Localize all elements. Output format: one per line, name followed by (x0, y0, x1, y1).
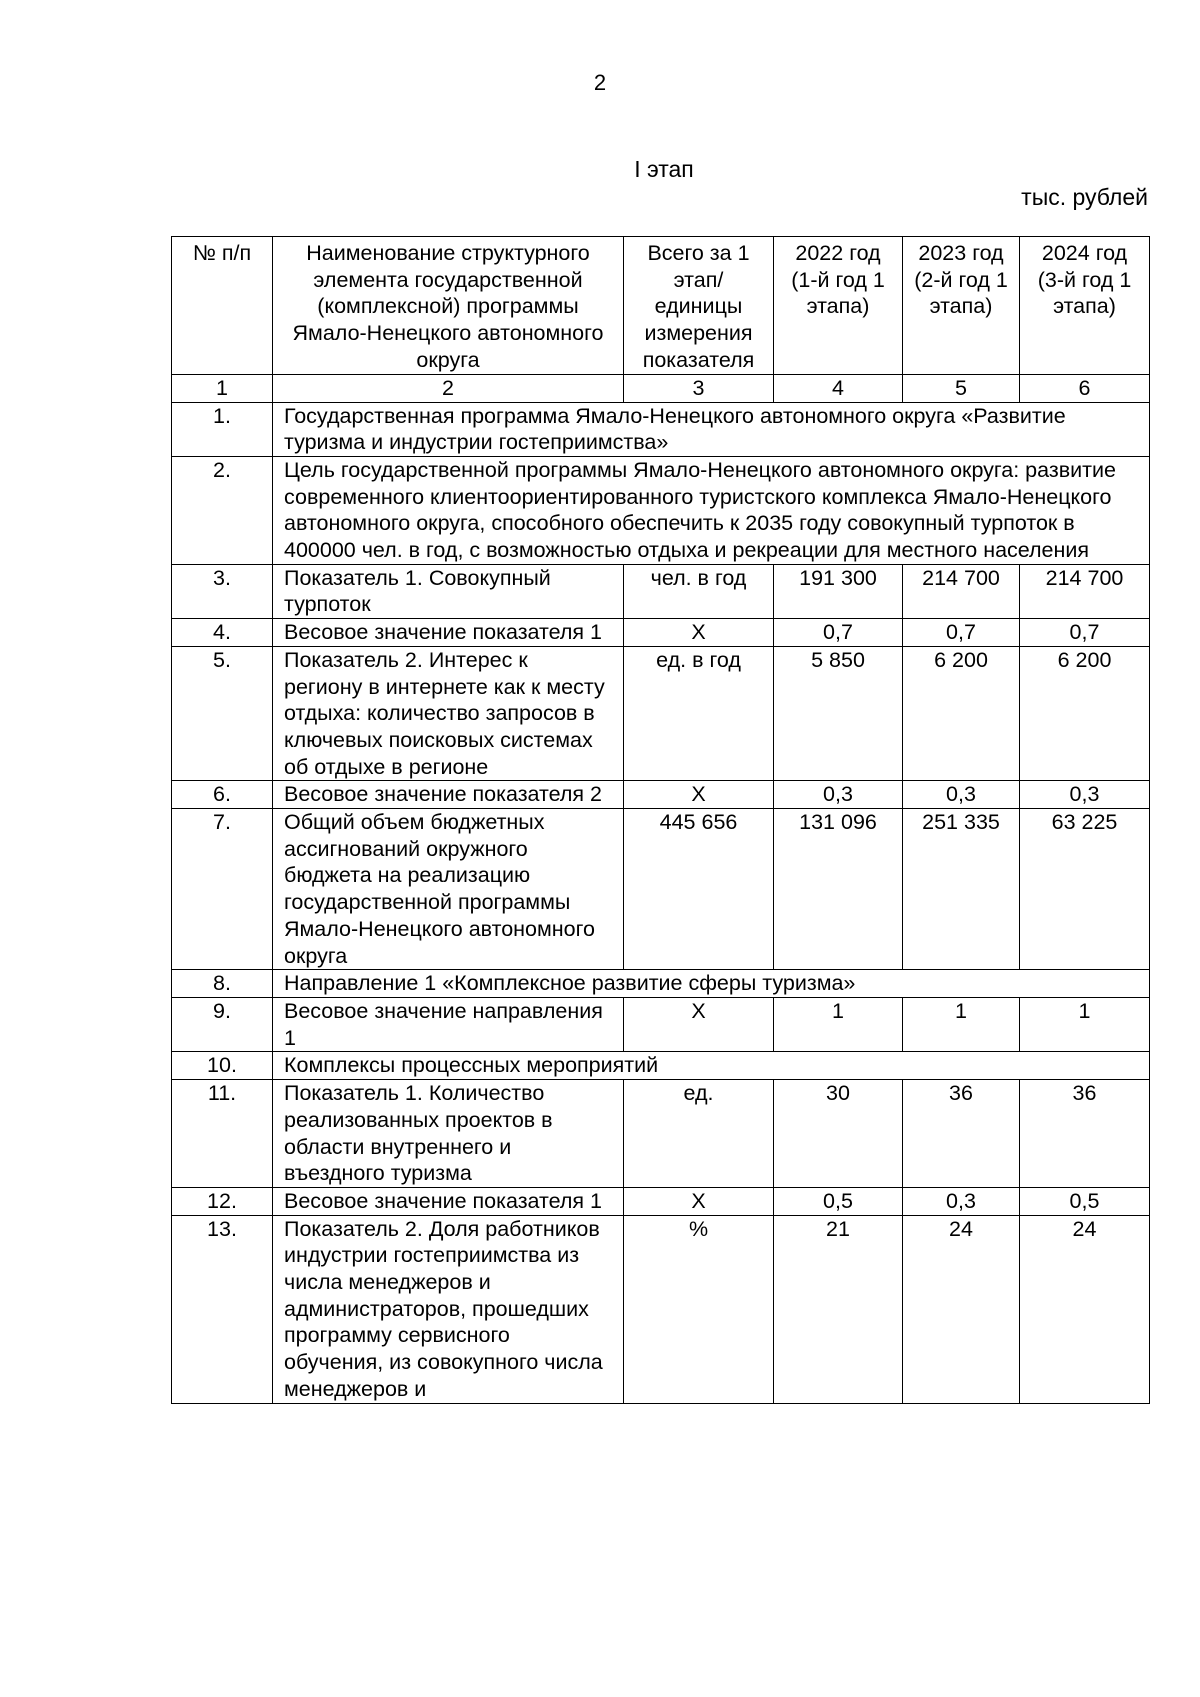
header-cell: Наименование структурного элемента государственной (комплексной) программы Ямало-Ненецкого автономного округа (273, 237, 624, 375)
column-number-cell: 5 (903, 374, 1020, 402)
header-cell: 2022 год (1-й год 1 этапа) (774, 237, 903, 375)
row-2022: 21 (774, 1215, 903, 1403)
row-number: 11. (172, 1080, 273, 1188)
row-2024: 214 700 (1020, 564, 1150, 618)
row-number: 7. (172, 809, 273, 970)
row-name: Показатель 2. Интерес к региону в интернете как к месту отдыха: количество запросов в ключевых поисковых системах об отдыхе в регионе (273, 646, 624, 781)
column-number-cell: 2 (273, 374, 624, 402)
row-total: чел. в год (624, 564, 774, 618)
row-2024: 0,5 (1020, 1187, 1150, 1215)
row-2022: 0,3 (774, 781, 903, 809)
table-row (172, 619, 1150, 647)
row-2022: 0,5 (774, 1187, 903, 1215)
row-2022: 5 850 (774, 646, 903, 781)
header-cell: 2024 год (3-й год 1 этапа) (1020, 237, 1150, 375)
row-name: Общий объем бюджетных ассигнований окружного бюджета на реализацию государственной программы Ямало-Ненецкого автономного округа (273, 809, 624, 970)
header-cell: Всего за 1 этап/ единицы измерения показателя (624, 237, 774, 375)
row-2022: 191 300 (774, 564, 903, 618)
row-text: Комплексы процессных мероприятий (273, 1052, 1150, 1080)
row-2024: 0,7 (1020, 619, 1150, 647)
row-2023: 36 (903, 1080, 1020, 1188)
table-row (172, 1080, 1150, 1188)
units-note: тыс. рублей (1021, 184, 1148, 210)
row-text: Цель государственной программы Ямало-Ненецкого автономного округа: развитие современного клиентоориентированного туристского комплекса Ямало-Ненецкого автономного округа, способного обеспечить к 2035 году совокупный турпоток в 400000 чел. в год, с возможностью отдыха и рекреации для местного населения (273, 456, 1150, 564)
header-cell: № п/п (172, 237, 273, 375)
column-number-cell: 3 (624, 374, 774, 402)
row-number: 12. (172, 1187, 273, 1215)
row-2022: 30 (774, 1080, 903, 1188)
row-number: 10. (172, 1052, 273, 1080)
row-2023: 251 335 (903, 809, 1020, 970)
program-table (171, 236, 1150, 1404)
row-2022: 1 (774, 997, 903, 1051)
row-2023: 0,3 (903, 781, 1020, 809)
table-row (172, 1187, 1150, 1215)
row-name: Показатель 1. Количество реализованных проектов в области внутреннего и въездного туризма (273, 1080, 624, 1188)
row-2023: 214 700 (903, 564, 1020, 618)
table-row (172, 456, 1150, 564)
column-number-row (172, 374, 1150, 402)
row-number: 5. (172, 646, 273, 781)
row-number: 1. (172, 402, 273, 456)
table-row (172, 970, 1150, 998)
row-name: Весовое значение показателя 1 (273, 1187, 624, 1215)
row-name: Весовое значение показателя 2 (273, 781, 624, 809)
row-2024: 1 (1020, 997, 1150, 1051)
row-number: 13. (172, 1215, 273, 1403)
row-2024: 6 200 (1020, 646, 1150, 781)
row-total: % (624, 1215, 774, 1403)
row-total: ед. в год (624, 646, 774, 781)
table-row (172, 1215, 1150, 1403)
row-2023: 6 200 (903, 646, 1020, 781)
table-row (172, 997, 1150, 1051)
row-total: 445 656 (624, 809, 774, 970)
table-header-row (172, 237, 1150, 375)
column-number-cell: 4 (774, 374, 903, 402)
table-row (172, 809, 1150, 970)
row-number: 6. (172, 781, 273, 809)
row-name: Весовое значение показателя 1 (273, 619, 624, 647)
row-name: Весовое значение направления 1 (273, 997, 624, 1051)
row-total: X (624, 1187, 774, 1215)
row-2024: 0,3 (1020, 781, 1150, 809)
row-2023: 24 (903, 1215, 1020, 1403)
row-total: X (624, 997, 774, 1051)
table-row (172, 402, 1150, 456)
row-total: X (624, 781, 774, 809)
row-2024: 63 225 (1020, 809, 1150, 970)
table-row (172, 564, 1150, 618)
table-row (172, 646, 1150, 781)
row-name: Показатель 1. Совокупный турпоток (273, 564, 624, 618)
row-number: 2. (172, 456, 273, 564)
table-row (172, 1052, 1150, 1080)
row-name: Показатель 2. Доля работников индустрии гостеприимства из числа менеджеров и администраторов, прошедших программу сервисного обучения, из совокупного числа менеджеров и (273, 1215, 624, 1403)
row-2022: 131 096 (774, 809, 903, 970)
stage-title: I этап (634, 156, 694, 182)
row-2022: 0,7 (774, 619, 903, 647)
column-number-cell: 1 (172, 374, 273, 402)
row-2023: 1 (903, 997, 1020, 1051)
header-cell: 2023 год (2-й год 1 этапа) (903, 237, 1020, 375)
row-text: Государственная программа Ямало-Ненецкого автономного округа «Развитие туризма и индустрии гостеприимства» (273, 402, 1150, 456)
row-number: 9. (172, 997, 273, 1051)
row-2023: 0,3 (903, 1187, 1020, 1215)
row-number: 4. (172, 619, 273, 647)
row-text: Направление 1 «Комплексное развитие сферы туризма» (273, 970, 1150, 998)
row-2024: 36 (1020, 1080, 1150, 1188)
row-2023: 0,7 (903, 619, 1020, 647)
row-total: X (624, 619, 774, 647)
row-number: 3. (172, 564, 273, 618)
table-row (172, 781, 1150, 809)
row-2024: 24 (1020, 1215, 1150, 1403)
column-number-cell: 6 (1020, 374, 1150, 402)
row-number: 8. (172, 970, 273, 998)
row-total: ед. (624, 1080, 774, 1188)
page-number: 2 (593, 70, 607, 95)
